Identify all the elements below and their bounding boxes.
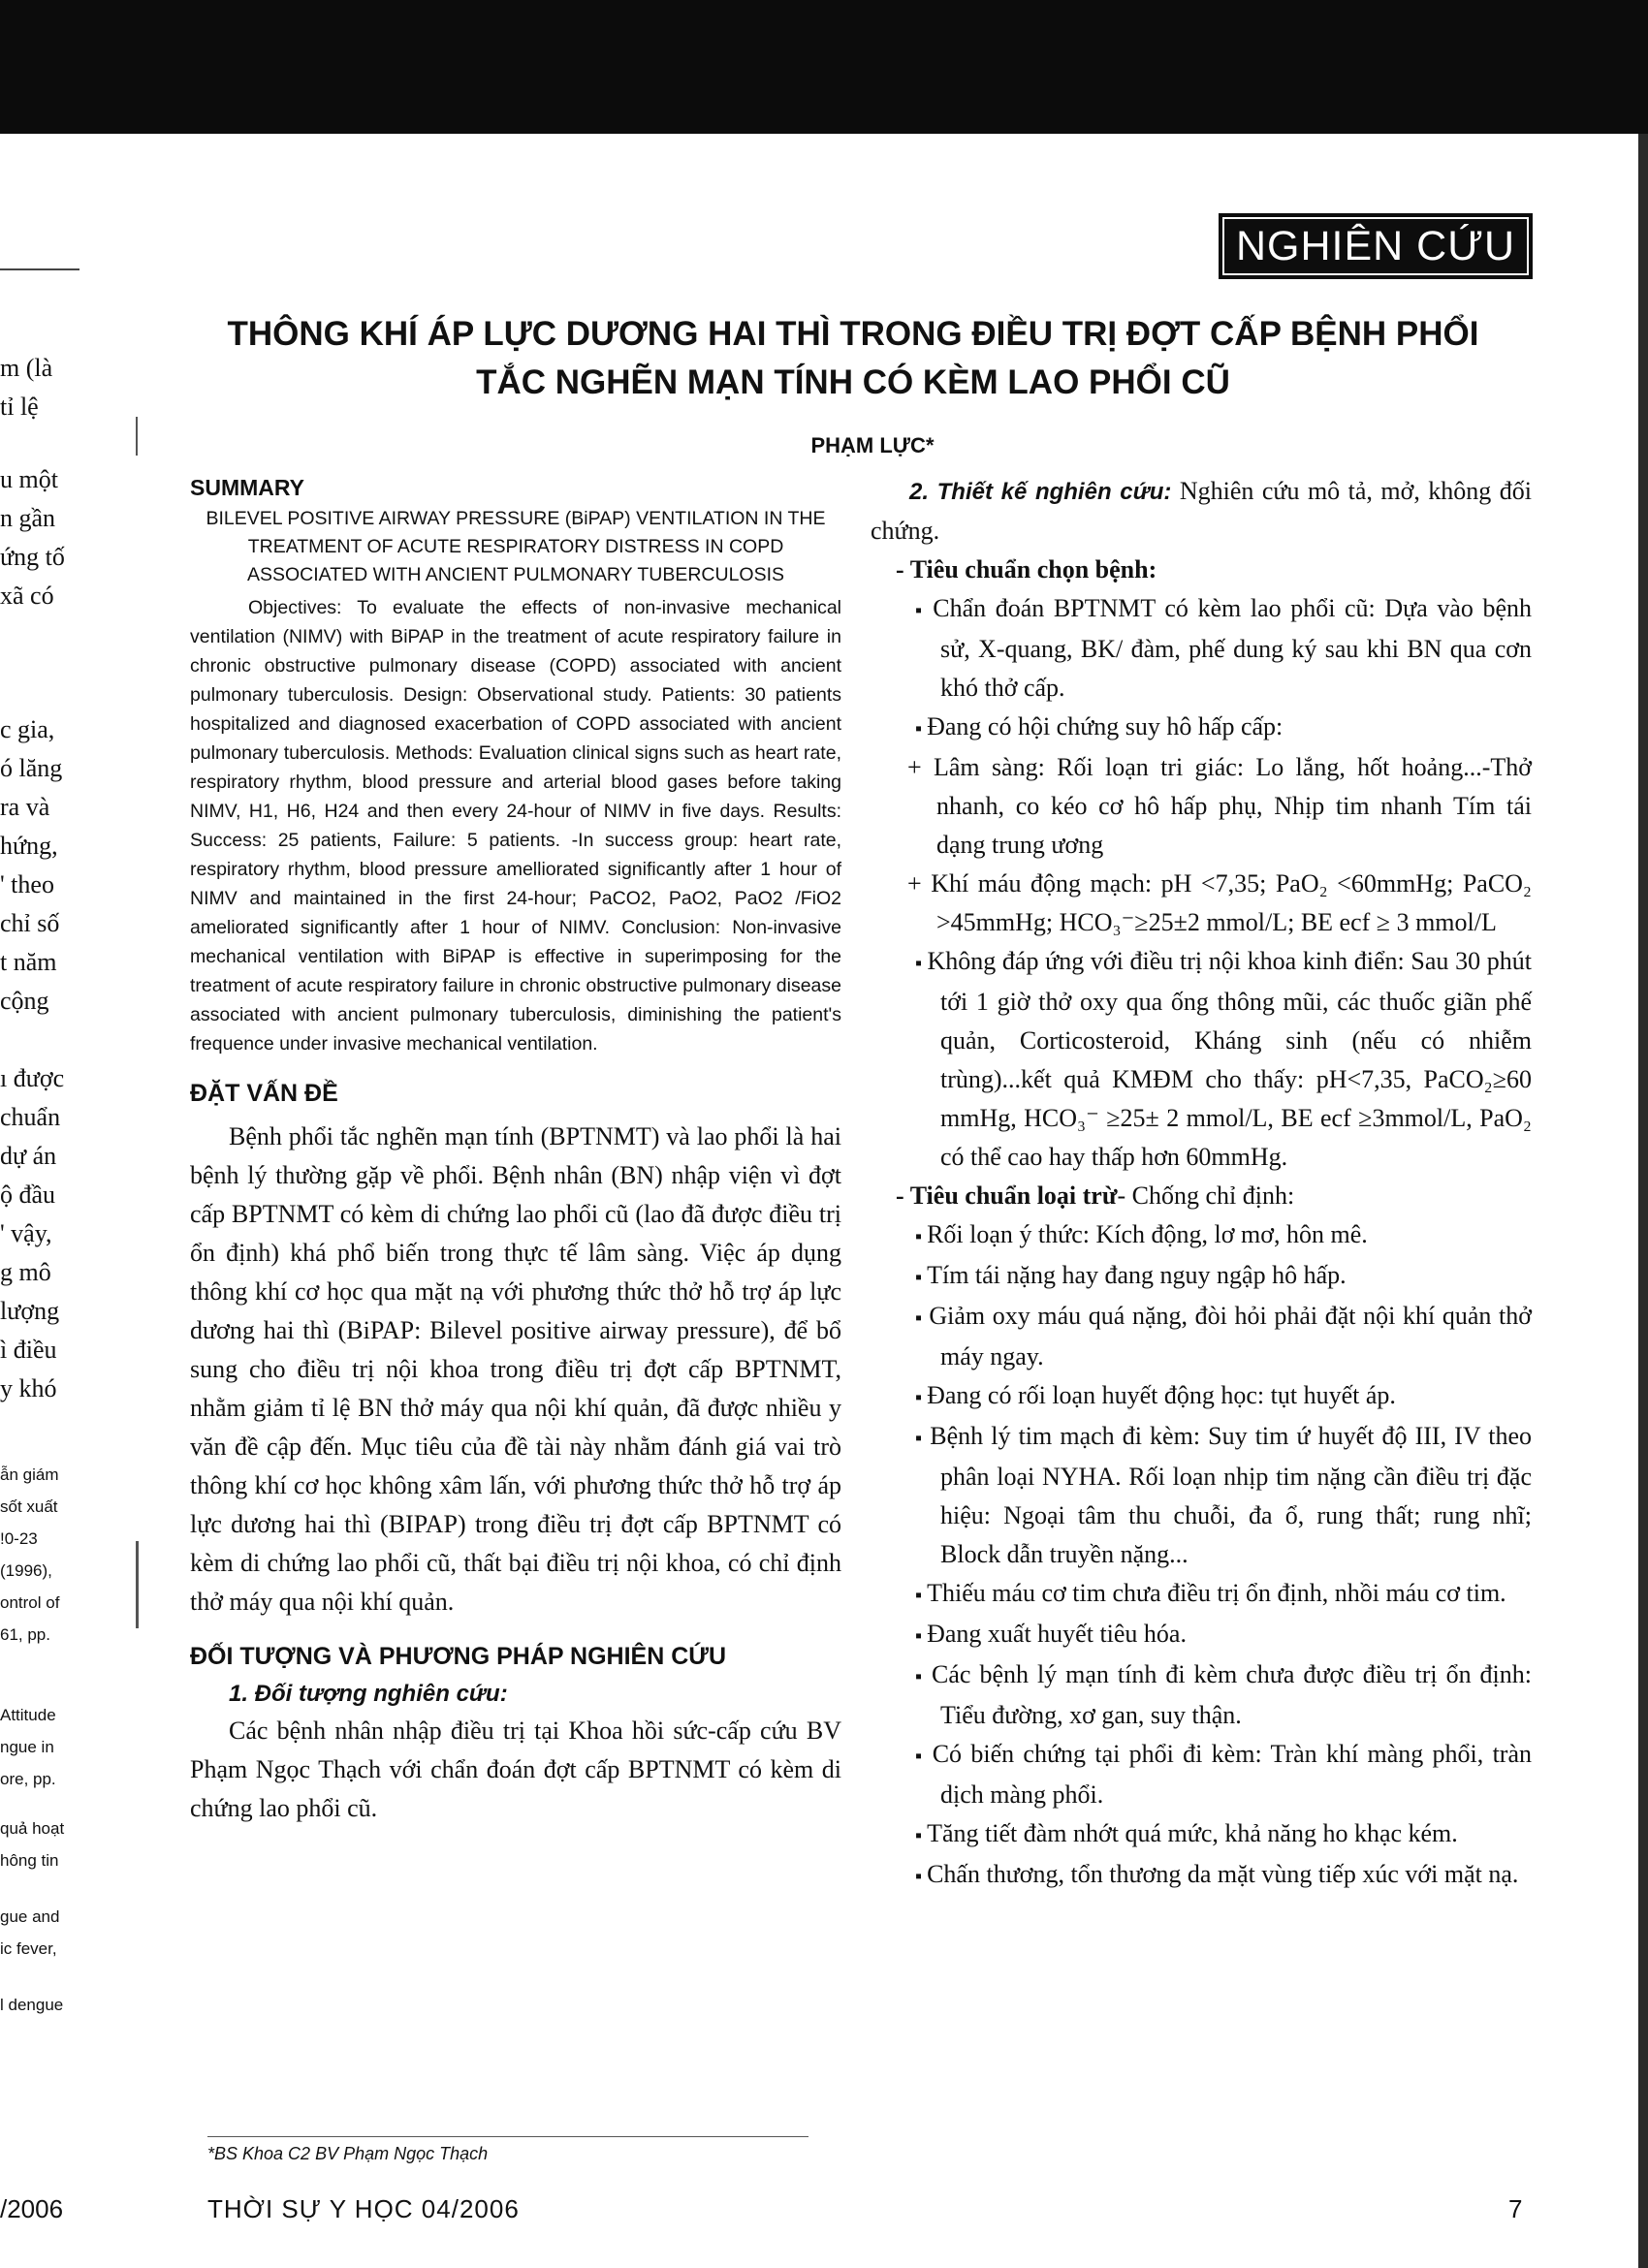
margin-fragment: hứng,	[0, 832, 58, 860]
section-tag: NGHIÊN CỨU	[1219, 213, 1533, 279]
left-column	[190, 475, 841, 1828]
margin-fragment: ứng tố	[0, 543, 65, 571]
margin-fragment: g mô	[0, 1258, 51, 1286]
margin-fragment: ì điều	[0, 1336, 57, 1364]
page-number: 7	[1508, 2194, 1523, 2223]
margin-ref-fragment: ontrol of	[0, 1593, 60, 1612]
gutter-mark	[136, 1541, 139, 1628]
inclusion-heading: - Tiêu chuẩn chọn bệnh:	[896, 555, 1157, 583]
margin-fragment: n gần	[0, 504, 56, 532]
margin-fragment: cộng	[0, 987, 49, 1015]
list-item: ▪ Có biến chứng tại phổi đi kèm: Tràn khí màng phổi, tràn dịch màng phổi.	[892, 1735, 1532, 1814]
margin-fragment: u một	[0, 465, 58, 493]
margin-ref-fragment: (1996),	[0, 1561, 52, 1580]
list-item: ▪ Không đáp ứng với điều trị nội khoa kinh điển: Sau 30 phút tới 1 giờ thở oxy qua ống thông mũi, các thuốc giãn phế quản, Corticosteroid, Kháng sinh (nếu có nhiễm trùng)...kết quả KMĐM cho thấy: pH<7,35, PaCO₂≥60 mmHg, HCO₃⁻ ≥25± 2 mmol/L, BE ecf ≥3mmol/L, PaO₂ có thể cao hay thấp hơn 60mmHg.	[892, 942, 1532, 1177]
margin-fragment: m (là	[0, 354, 53, 382]
gutter-mark	[136, 417, 138, 456]
top-black-band	[0, 0, 1648, 134]
scan-edge	[1638, 134, 1648, 2268]
respiratory-failure-criteria	[871, 748, 1532, 942]
margin-ref-fragment: Attitude	[0, 1706, 56, 1724]
margin-fragment: t năm	[0, 948, 57, 976]
margin-fragment: dự án	[0, 1142, 57, 1170]
margin-fragment: ộ đầu	[0, 1181, 56, 1209]
exclusion-list	[871, 1215, 1532, 1896]
footnote-divider	[207, 2136, 808, 2137]
summary-heading: SUMMARY	[190, 475, 304, 500]
margin-ref-fragment: 61, pp.	[0, 1625, 50, 1644]
margin-fragment: xã có	[0, 582, 54, 610]
margin-fragment: y khó	[0, 1374, 57, 1402]
margin-ref-fragment: ngue in	[0, 1738, 54, 1756]
title-line-2: TẮC NGHẼN MẠN TÍNH CÓ KÈM LAO PHỔI CŨ	[476, 363, 1230, 401]
list-item: ▪ Đang xuất huyết tiêu hóa.	[892, 1615, 1532, 1655]
margin-fragment: ' theo	[0, 870, 54, 898]
left-column-rule	[0, 268, 79, 270]
exclusion-heading-label: - Tiêu chuẩn loại trừ	[896, 1181, 1118, 1210]
list-item: ▪ Rối loạn ý thức: Kích động, lơ mơ, hôn mê.	[892, 1215, 1532, 1256]
margin-fragment: ra và	[0, 793, 50, 821]
margin-fragment: c gia,	[0, 715, 55, 743]
list-item: ▪ Chấn thương, tổn thương da mặt vùng tiếp xúc với mặt nạ.	[892, 1855, 1532, 1896]
journal-footer: THỜI SỰ Y HỌC 04/2006	[207, 2194, 520, 2223]
list-item: ▪ Các bệnh lý mạn tính đi kèm chưa được điều trị ổn định: Tiểu đường, xơ gan, suy thận.	[892, 1655, 1532, 1735]
margin-ref-fragment: sốt xuất	[0, 1497, 58, 1516]
exclusion-heading	[896, 1177, 1532, 1215]
margin-ref-fragment: l dengue	[0, 1996, 64, 2014]
margin-ref-fragment: gue and	[0, 1907, 60, 1926]
summary-body: Objectives: To evaluate the effects of non-invasive mechanical ventilation (NIMV) with BiPAP in the treatment of acute respiratory failure in chronic obstructive pulmonary disease (COPD) associated with ancient pulmonary tuberculosis. Design: Observational study. Patients: 30 patients hospitalized and diagnosed exacerbation of COPD associated with ancient pulmonary tuberculosis. Methods: Evaluation clinical signs such as heart rate, respiratory rhythm, blood pressure and arterial blood gases before taking NIMV, H1, H6, H24 and then every 24-hour of NIMV in five days. Results: Success: 25 patients, Failure: 5 patients. -In success group: heart rate, respiratory rhythm, blood pressure amelliorated significantly after 1 hour of NIMV and maintained in the first 24-hour; PaCO2, PaO2, PaO2 /FiO2 ameliorated significantly after 1 hour of NIMV. Conclusion: Non-invasive mechanical ventilation with BiPAP is effective in superimposing for the treatment of acute respiratory failure in chronic obstructive pulmonary disease associated with ancient pulmonary tuberculosis, diminishing the patient's frequence under invasive mechanical ventilation.	[190, 597, 841, 1055]
list-item: ▪ Tím tái nặng hay đang nguy ngập hô hấp.	[892, 1256, 1532, 1297]
inclusion-list	[871, 589, 1532, 748]
intro-paragraph: Bệnh phổi tắc nghẽn mạn tính (BPTNMT) và lao phổi là hai bệnh lý thường gặp về phổi. Bệnh nhân (BN) nhập viện vì đợt cấp BPTNMT có kèm di chứng lao phổi cũ (lao đã được điều trị ổn định) khá phổ biến trong thực tế lâm sàng. Việc áp dụng thông khí cơ học qua mặt nạ với phương thức thở hỗ trợ áp lực dương hai thì (BiPAP: Bilevel positive airway pressure), để bổ sung cho điều trị nội khoa trong điều trị đợt cấp BPTNMT, nhằm giảm tỉ lệ BN thở máy qua nội khí quản, đã được nhiều y văn đề cập đến. Mục tiêu của đề tài này nhằm đánh giá vai trò thông khí cơ học không xâm lấn, với phương thức thở hỗ trợ áp lực dương hai thì (BIPAP) trong điều trị đợt cấp BPTNMT có kèm di chứng lao phổi cũ, thất bại điều trị nội khoa, có chỉ định thở máy qua nội khí quản.	[190, 1122, 841, 1616]
list-item: ▪ Đang có rối loạn huyết động học: tụt huyết áp.	[892, 1376, 1532, 1417]
margin-ref-fragment: !0-23	[0, 1529, 38, 1548]
margin-fragment: ı được	[0, 1064, 65, 1092]
article-title	[174, 310, 1532, 407]
exclusion-heading-suffix: - Chống chỉ định:	[1117, 1181, 1295, 1210]
intro-heading: ĐẶT VẤN ĐỀ	[190, 1080, 338, 1107]
study-design-text: Nghiên cứu mô tả, mở, không đối chứng.	[871, 477, 1533, 545]
margin-ref-fragment: ic fever,	[0, 1939, 57, 1958]
author: PHẠM LỰC*	[810, 433, 935, 457]
list-item: ▪ Đang có hội chứng suy hô hấp cấp:	[892, 708, 1532, 748]
list-item: + Lâm sàng: Rối loạn tri giác: Lo lắng, hốt hoảng...-Thở nhanh, co kéo cơ hô hấp phụ, Nhịp tim nhanh Tím tái dạng trung ương	[888, 748, 1532, 865]
list-item: ▪ Chẩn đoán BPTNMT có kèm lao phổi cũ: Dựa vào bệnh sử, X-quang, BK/ đàm, phế dung ký sau khi BN qua cơn khó thở cấp.	[892, 589, 1532, 708]
summary-subtitle: BILEVEL POSITIVE AIRWAY PRESSURE (BiPAP) VENTILATION IN THE TREATMENT OF ACUTE RESPIRATORY DISTRESS IN COPD ASSOCIATED WITH ANCIENT PULMONARY TUBERCULOSIS	[206, 508, 826, 585]
list-item: ▪ Tăng tiết đàm nhớt quá mức, khả năng ho khạc kém.	[892, 1814, 1532, 1855]
footer-left-fragment: /2006	[0, 2194, 64, 2223]
footnote: *BS Khoa C2 BV Phạm Ngọc Thạch	[207, 2144, 489, 2163]
margin-fragment: ' vậy,	[0, 1219, 52, 1247]
study-design	[871, 472, 1532, 551]
title-line-1: THÔNG KHÍ ÁP LỰC DƯƠNG HAI THÌ TRONG ĐIỀU TRỊ ĐỢT CẤP BỆNH PHỔI	[227, 315, 1479, 353]
margin-ref-fragment: quả hoạt	[0, 1819, 65, 1838]
study-subjects-heading: 1. Đối tượng nghiên cứu:	[229, 1681, 508, 1707]
margin-fragment: chuẩn	[0, 1103, 61, 1131]
right-column	[871, 472, 1532, 1896]
margin-ref-fragment: ore, pp.	[0, 1770, 56, 1788]
list-item: ▪ Bệnh lý tim mạch đi kèm: Suy tim ứ huyết độ III, IV theo phân loại NYHA. Rối loạn nhịp tim nặng cần điều trị đặc hiệu: Ngoại tâm thu chuỗi, đa ổ, rung thất; rung nhĩ; Block dẫn truyền nặng...	[892, 1417, 1532, 1574]
margin-ref-fragment: hông tin	[0, 1851, 59, 1870]
list-item: ▪ Giảm oxy máu quá nặng, đòi hỏi phải đặt nội khí quản thở máy ngay.	[892, 1297, 1532, 1376]
study-subjects-text: Các bệnh nhân nhập điều trị tại Khoa hồi sức-cấp cứu BV Phạm Ngọc Thạch với chẩn đoán đợt cấp BPTNMT có kèm di chứng lao phổi cũ.	[190, 1717, 841, 1822]
margin-ref-fragment: ẫn giám	[0, 1465, 59, 1484]
list-item: ▪ Thiếu máu cơ tim chưa điều trị ổn định, nhồi máu cơ tim.	[892, 1574, 1532, 1615]
list-item: + Khí máu động mạch: pH <7,35; PaO₂ <60mmHg; PaCO₂ >45mmHg; HCO₃⁻≥25±2 mmol/L; BE ecf ≥ 3 mmol/L	[888, 865, 1532, 942]
margin-fragment: lượng	[0, 1297, 60, 1325]
methods-heading: ĐỐI TƯỢNG VÀ PHƯƠNG PHÁP NGHIÊN CỨU	[190, 1643, 727, 1670]
inclusion-list-cont	[871, 942, 1532, 1177]
margin-fragment: tỉ lệ	[0, 393, 39, 421]
study-design-label: 2. Thiết kế nghiên cứu:	[909, 479, 1172, 505]
margin-fragment: chỉ số	[0, 909, 60, 937]
margin-fragment: ó lăng	[0, 754, 63, 782]
